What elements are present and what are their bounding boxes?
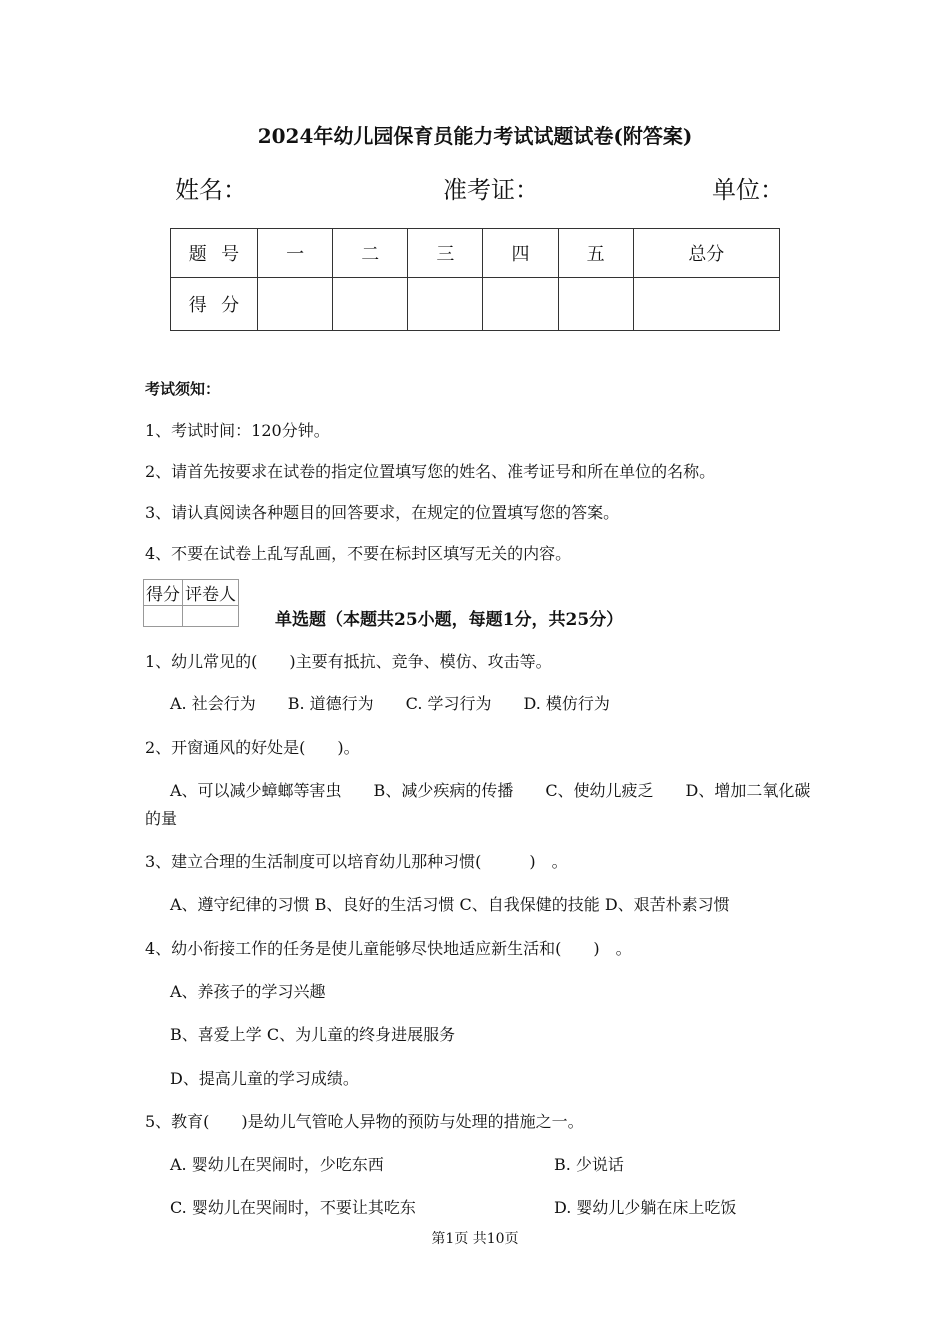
question-4-option-a: A、养孩子的学习兴趣 [170, 982, 326, 1001]
score-col-3: 三 [408, 229, 483, 278]
score-col-total: 总分 [633, 229, 779, 278]
question-4-option-d: D、提高儿童的学习成绩。 [170, 1069, 359, 1088]
grader-name-label: 评卷人 [183, 580, 239, 606]
question-2-options-continued: 的量 [145, 809, 178, 828]
question-number-label: 题号 [171, 229, 258, 278]
score-col-4: 四 [483, 229, 558, 278]
question-4-option-bc: B、喜爱上学 C、为儿童的终身进展服务 [170, 1025, 456, 1044]
score-cell-5[interactable] [558, 278, 633, 331]
question-1-stem: 1、幼儿常见的( )主要有抵抗、竞争、模仿、攻击等。 [145, 652, 552, 671]
notice-item-3: 3、请认真阅读各种题目的回答要求，在规定的位置填写您的答案。 [145, 503, 620, 522]
grader-box [143, 579, 239, 627]
question-2-options: A、可以减少蟑螂等害虫 B、减少疾病的传播 C、使幼儿疲乏 D、增加二氧化碳 [170, 781, 811, 800]
notice-item-1: 1、考试时间：120分钟。 [145, 421, 330, 440]
name-label: 姓名： [175, 176, 247, 204]
unit-label: 单位： [712, 176, 784, 204]
grader-score-cell[interactable] [144, 606, 183, 627]
question-2-stem: 2、开窗通风的好处是( )。 [145, 738, 360, 757]
grader-name-cell[interactable] [183, 606, 239, 627]
score-col-5: 五 [558, 229, 633, 278]
question-5-option-c: C. 婴幼儿在哭闹时，不要让其吃东 [170, 1198, 416, 1217]
question-4-stem: 4、幼小衔接工作的任务是使儿童能够尽快地适应新生活和( ) 。 [145, 939, 632, 958]
score-row-label: 得分 [171, 278, 258, 331]
question-5-option-a: A. 婴幼儿在哭闹时，少吃东西 [170, 1155, 384, 1174]
exam-id-label: 准考证： [443, 176, 539, 204]
question-1-options: A. 社会行为 B. 道德行为 C. 学习行为 D. 模仿行为 [170, 694, 610, 713]
question-5-option-b: B. 少说话 [554, 1155, 624, 1174]
notice-item-4: 4、不要在试卷上乱写乱画，不要在标封区填写无关的内容。 [145, 544, 572, 563]
score-cell-4[interactable] [483, 278, 558, 331]
score-table-score-row [171, 278, 780, 331]
score-col-1: 一 [258, 229, 333, 278]
score-cell-1[interactable] [258, 278, 333, 331]
notice-heading: 考试须知： [145, 380, 221, 398]
score-table-header-row [171, 229, 780, 278]
question-5-option-d: D. 婴幼儿少躺在床上吃饭 [554, 1198, 737, 1217]
score-col-2: 二 [333, 229, 408, 278]
question-3-options: A、遵守纪律的习惯 B、良好的生活习惯 C、自我保健的技能 D、艰苦朴素习惯 [170, 895, 730, 914]
score-cell-3[interactable] [408, 278, 483, 331]
question-3-stem: 3、建立合理的生活制度可以培育幼儿那种习惯( ) 。 [145, 852, 568, 871]
notice-item-2: 2、请首先按要求在试卷的指定位置填写您的姓名、准考证号和所在单位的名称。 [145, 462, 716, 481]
score-cell-2[interactable] [333, 278, 408, 331]
score-cell-total[interactable] [633, 278, 779, 331]
question-5-stem: 5、教育( )是幼儿气管呛人异物的预防与处理的措施之一。 [145, 1112, 584, 1131]
page-title: 2024年幼儿园保育员能力考试试题试卷(附答案) [257, 124, 693, 148]
score-table [170, 228, 780, 331]
page-footer: 第1页 共10页 [431, 1231, 519, 1247]
section-heading: 单选题（本题共25小题，每题1分，共25分） [275, 610, 624, 630]
grader-score-label: 得分 [144, 580, 183, 606]
